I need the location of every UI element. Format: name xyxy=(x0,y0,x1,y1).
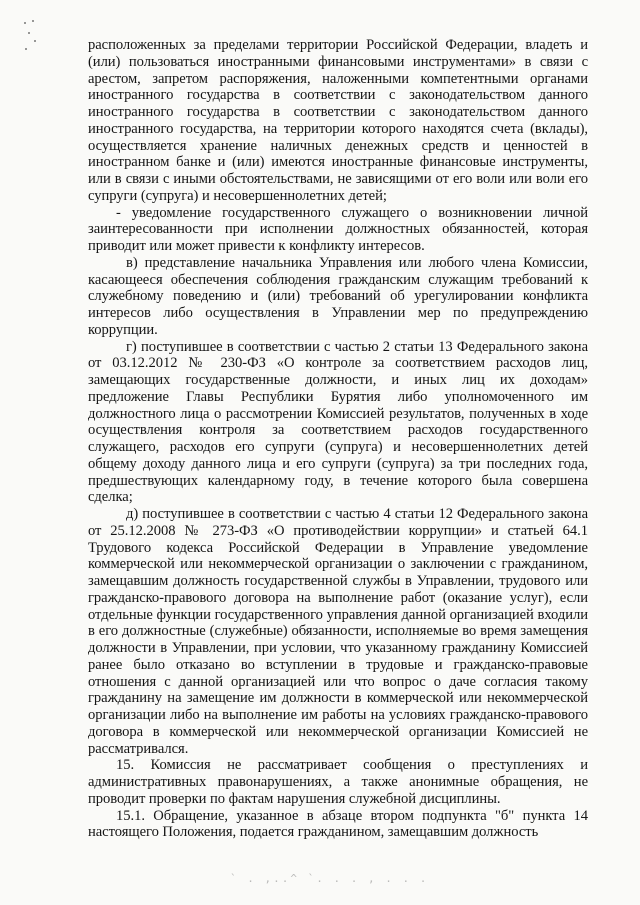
paragraph-item-g: г) поступившее в соответствии с частью 2 статьи 13 Федерального закона от 03.12.2012 № 230-ФЗ «О контроле за соответствием расходов лиц, замещающих государственные должности, и иных лиц их доходам» предложение Главы Республики Бурятия либо уполномоченного им должностного лица о рассмотрении Комиссией результатов, полученных в ходе осуществления контроля за соответствием расходов государственного служащего, расходов его супруги (супруга) и несовершеннолетних детей общему доходу данного лица и его супруги (супруга) за три последних года, предшествующих календарному году, в течение которого была совершена сделка; xyxy=(88,338,588,506)
paragraph-item-v: в) представление начальника Управления или любого члена Комиссии, касающееся обеспечения соблюдения гражданским служащим требований к служебному поведению и (или) требований об урегулировании конфликта интересов либо осуществления в Управлении мер по предупреждению коррупции. xyxy=(88,254,588,338)
paragraph-section-15-1: 15.1. Обращение, указанное в абзаце втором подпункта "б" пункта 14 настоящего Положения, подается гражданином, замещавшим должность xyxy=(88,807,588,841)
document-body xyxy=(88,37,588,841)
scan-artifact-marks xyxy=(22,18,38,58)
paragraph-item-d: д) поступившее в соответствии с частью 4 статьи 12 Федерального закона от 25.12.2008 № 273-ФЗ «О противодействии коррупции» и статьей 64.1 Трудового кодекса Российской Федерации в Управление уведомление коммерческой или некоммерческой организации о заключении с гражданином, замещавшим должность государственной службы в Управлении, трудового или гражданско-правового договора на выполнение работ (оказание услуг), если отдельные функции государственного управления данной организацией входили в его должностные (служебные) обязанности, исполняемые во время замещения должности в Управлении, при условии, что указанному гражданину Комиссией ранее было отказано во вступлении в трудовые и гражданско-правовые отношения с данной организацией или что вопрос о даче согласия такому гражданину на замещение им должности в коммерческой или некоммерческой организации либо на выполнение им работы на условиях гражданско-правового договора в коммерческой или некоммерческой организации Комиссией не рассматривался. xyxy=(88,506,588,757)
paragraph-section-15: 15. Комиссия не рассматривает сообщения о преступлениях и административных правонарушениях, а также анонимные обращения, не проводит проверки по фактам нарушения служебной дисциплины. xyxy=(88,757,588,807)
scan-artifact-bottom: ` . ,..^ `. . . , . . . xyxy=(230,872,429,885)
paragraph-notification: - уведомление государственного служащего о возникновении личной заинтересованности при исполнении должностных обязанностей, которая приводит или может привести к конфликту интересов. xyxy=(88,204,588,254)
paragraph-continuation: расположенных за пределами территории Российской Федерации, владеть и (или) пользоваться иностранными финансовыми инструментами» в связи с арестом, запретом распоряжения, наложенными компетентными органами иностранного государства в соответствии с законодательством данного иностранного государства в соответствии с законодательством данного иностранного государства, на территории которого находятся счета (вклады), осуществляется хранение наличных денежных средств и ценностей в иностранном банке и (или) имеются иностранные финансовые инструменты, или в связи с иными обстоятельствами, не зависящими от его воли или воли его супруги (супруга) и несовершеннолетних детей; xyxy=(88,37,588,204)
